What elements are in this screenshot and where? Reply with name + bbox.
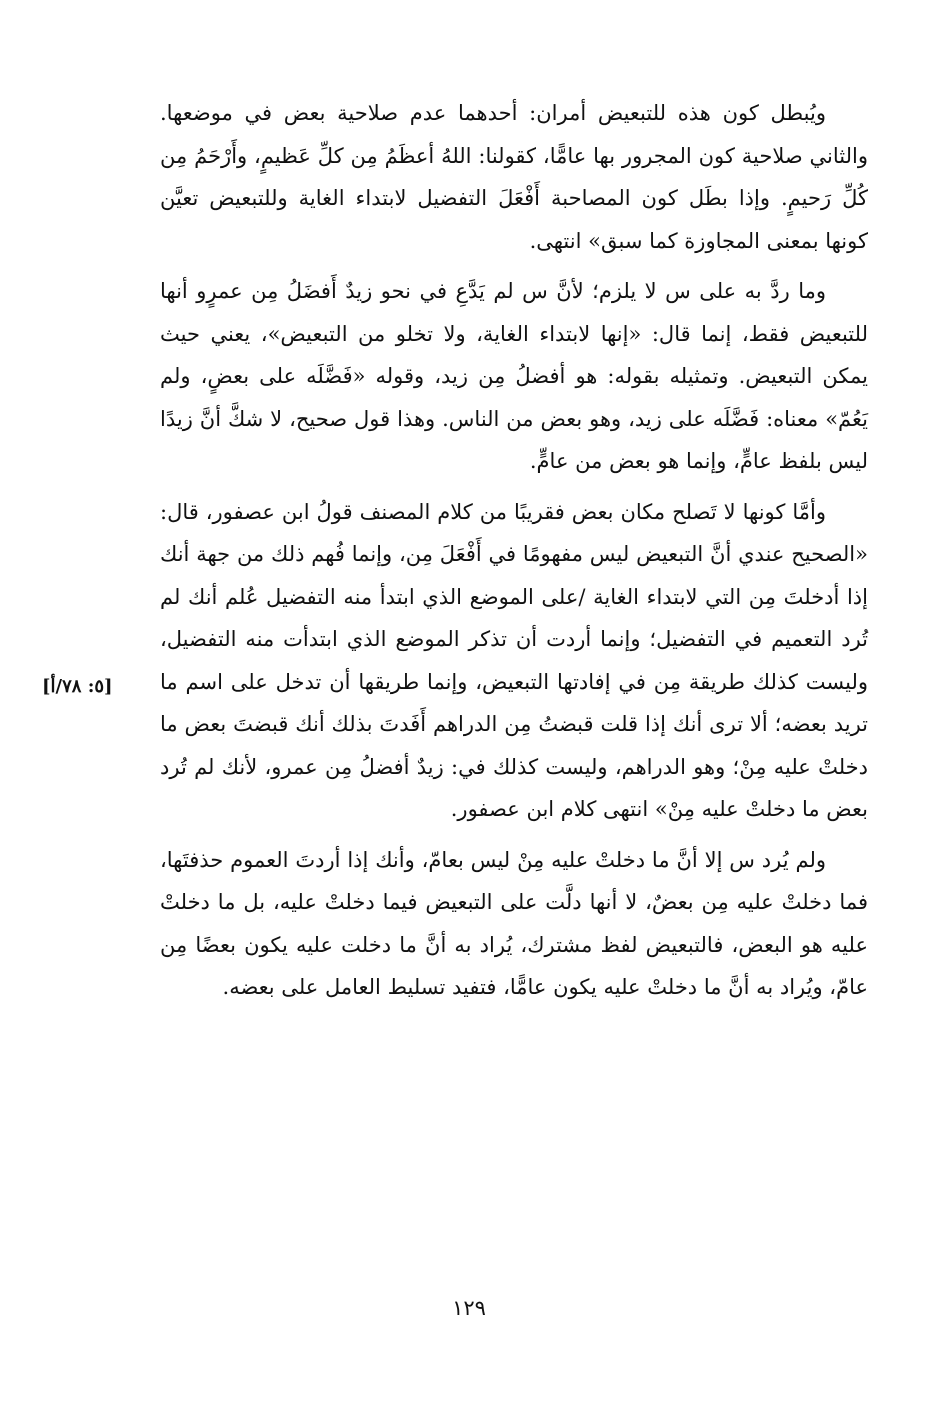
paragraph-1: ويُبطل كون هذه للتبعيض أمران: أحدهما عدم صلاحية بعض في موضعها. والثاني صلاحية كون المجرور بها عامًّا، كقولنا: اللهُ أعظَمُ مِن كلِّ عَظيمٍ، وأَرْحَمُ مِن كُلِّ رَحيمٍ. وإذا بطَل كون المصاحبة أَفْعَلَ التفضيل لابتداء الغاية وللتبعيض تعيَّن كونها بمعنى المجاوزة كما سبق» انتهى. [160,101,868,253]
body-text [160,92,868,1017]
page-number: ١٢٩ [452,1296,486,1320]
paragraph-2: وما ردَّ به على س لا يلزم؛ لأنَّ س لم يَدَّعِ في نحو زيدٌ أَفضَلُ مِن عمرٍو أنها للتبعيض فقط، إنما قال: «إنها لابتداء الغاية، ولا تخلو من التبعيض»، يعني حيث يمكن التبعيض. وتمثيله بقوله: هو أفضلُ مِن زيد، وقوله «فَضَّلَه على بعضٍ، ولم يَعُمّ» معناه: فَضَّلَه على زيد، وهو بعض من الناس. وهذا قول صحيح، لا شكَّ أنَّ زيدًا ليس بلفظ عامٍّ، وإنما هو بعض من عامٍّ. [160,279,868,473]
paragraph-3: وأمَّا كونها لا تَصلح مكان بعض فقريبًا من كلام المصنف قولُ ابن عصفور، قال: «الصحيح عندي أنَّ التبعيض ليس مفهومًا في أَفْعَلَ مِن، وإنما فُهم ذلك من جهة أنك إذا أدخلتَ مِن التي لابتداء الغاية /على الموضع الذي ابتدأ منه التفضيل عُلم أنك لم تُرد التعميم في التفضيل؛ وإنما أردت أن تذكر الموضع الذي ابتدأت منه التفضيل، وليست كذلك طريقة مِن في إفادتها التبعيض، وإنما طريقها أن تدخل على اسم ما تريد بعضه؛ ألا ترى أنك إذا قلت قبضتُ مِن الدراهم أَفَدتَ بذلك أنك قبضتَ بعض ما دخلتْ عليه مِنْ؛ وهو الدراهم، وليست كذلك في: زيدٌ أفضلُ مِن عمرو، لأنك لم تُرد بعض ما دخلتْ عليه مِنْ» انتهى كلام ابن عصفور. [160,499,868,821]
manuscript-folio-reference: [٥: ٧٨/أ] [42,676,113,697]
paragraph-4: ولم يُرد س إلا أنَّ ما دخلتْ عليه مِنْ ليس بعامّ، وأنك إذا أردتَ العموم حذفتَها، فما دخلتْ عليه مِن بعضٌ، لا أنها دلَّت على التبعيض فيما دخلتْ عليه، بل ما دخلتْ عليه هو البعض، فالتبعيض لفظ مشترك، يُراد به أنَّ ما دخلت عليه يكون بعضًا مِن عامّ، ويُراد به أنَّ ما دخلتْ عليه يكون عامًّا، فتفيد تسليط العامل على بعضه. [160,847,868,999]
